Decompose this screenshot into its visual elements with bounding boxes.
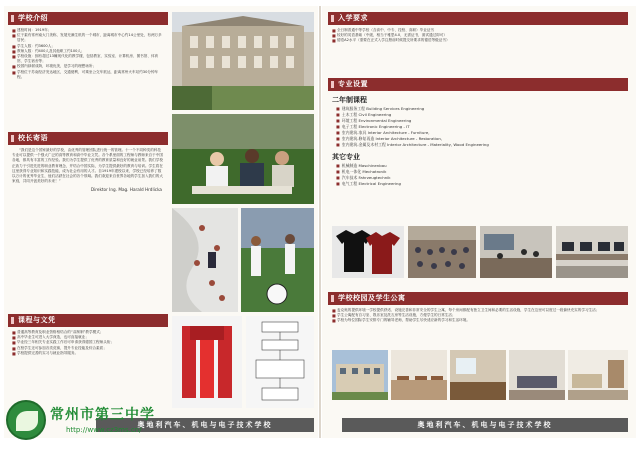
watermark-name: 常州市第三中学 — [50, 407, 155, 423]
other-programs-title: 其它专业 — [332, 153, 360, 161]
list-item-text: 学生公寓配有自习室、娱乐室及洗衣房等生活设施，方便学生的日常生活； — [337, 313, 456, 318]
school-intro-list — [8, 25, 168, 80]
bullet-icon: ■ — [12, 69, 16, 75]
bullet-icon: ■ — [12, 43, 16, 49]
list-item — [12, 70, 164, 80]
lecture-hall-photo — [408, 226, 476, 278]
football-photo — [241, 208, 314, 312]
bullet-icon: ■ — [336, 124, 340, 129]
section-title: 入学要求 — [338, 14, 368, 22]
bullet-icon: ■ — [12, 330, 16, 335]
bullet-icon: ■ — [336, 169, 340, 174]
principal-signature: Direktor Ing. Mag. Harald Hrdlicka — [90, 187, 162, 193]
principal-message-section — [8, 132, 168, 192]
school-logo-icon — [6, 400, 46, 440]
list-item-text: 在校学生还可参加各类竞赛，提升专业技能及综合素质； — [17, 345, 107, 350]
list-item-text: 教师人数：约400人及其他职工约100人； — [17, 48, 85, 53]
list-item-text: 室内建筑-金属及木材工程 Interior Architecture - Materiality, Wood Engineering — [341, 142, 489, 147]
list-item-text: 学校设施：拥有超过13幢现代化的教学楼，包括教室、实验室、计算机房、图书馆、体育馆、学生宿舍等； — [17, 54, 159, 64]
tshirts-photo — [332, 226, 404, 278]
section-header — [328, 292, 628, 305]
section-title: 学校校园及学生公寓 — [338, 294, 406, 302]
list-item-text: 校园内绿树成荫，环境优美，是学习的理想场所； — [17, 64, 97, 69]
school-logo-graphic — [172, 316, 242, 408]
two-year-program-list — [328, 106, 628, 148]
list-item-text: 建校时间：1919年； — [17, 28, 52, 32]
list-item-text: 毕业经三年相关专业实践工作后可申请获得德国工程师头衔； — [17, 340, 115, 345]
watermark-url: http://www.cz3ms.cn/ — [66, 426, 142, 434]
list-item-text: 电气工程 Electrical Engineering — [341, 181, 401, 186]
school-building-photo — [172, 12, 314, 110]
dining-hall-photo — [391, 350, 447, 400]
bullet-icon: ■ — [336, 136, 340, 141]
list-item-text: 位于素有常州南大门美称，发展充满生机的一个城市，距离城市中心约14公里处，有两万多居民； — [17, 33, 162, 43]
principal-message-text: “我们是这个国家最好的学校，由优秀的管理团队进行统一的管理。十一个不同种类的科技专业可以提供一个强大广泛的高等教育和高中毕业文凭。各个系里面的工程师与教师来自于中国各地，都具有丰富的工作经验。我们为学生提供了优秀的教育质量和良好的就业前景。我们学校正致力于引进先进的职业教育理念，并结合中国实际，为学生提供最好的教育与培训。学生将在这里获得专业知识和实践技能，成为社会有用的人才。自1919年建校以来，学校已经培养了数以万计的优秀毕业生，他们活跃在社会的各个领域。我们欢迎来自世界各地的学生加入我们的大家庭，共同开创美好的未来！” — [12, 148, 163, 184]
climbing-wall-photo — [172, 208, 238, 312]
bullet-icon: ■ — [12, 335, 16, 341]
section-header — [8, 314, 168, 327]
list-item-text: 全日制普通中等学校（含高中、中专、技校、高职）毕业证书 — [337, 28, 435, 32]
list-item-text: 土木工程 Civil Engineering — [341, 112, 392, 117]
bullet-icon: ■ — [12, 28, 16, 33]
header-bar-icon — [331, 295, 334, 302]
computer-lab-photo — [556, 226, 628, 278]
courses-section — [8, 314, 168, 356]
bullet-icon: ■ — [12, 345, 16, 351]
right-footer-bar: 奥地利汽车、机电与电子技术学校 — [342, 418, 628, 432]
list-item-text: 建筑服务工程 Building Services Engineering — [341, 106, 425, 111]
section-header — [328, 12, 628, 25]
list-item-text: 机械制造 Maschinenbau — [341, 163, 387, 168]
admission-section — [328, 12, 628, 44]
courses-list — [8, 327, 168, 356]
header-bar-icon — [11, 317, 14, 324]
list-item-text: 学生人数：约3600人； — [17, 43, 55, 48]
bullet-icon: ■ — [12, 54, 16, 60]
bullet-icon: ■ — [336, 130, 340, 135]
bullet-icon: ■ — [332, 308, 336, 313]
page-fold — [319, 6, 321, 438]
list-item-text: 电子工程 Electronic Engineering - IT — [341, 124, 410, 129]
list-item-text: 普通高等教育及职业资格相结合的“双制制”教学模式； — [17, 330, 104, 334]
header-bar-icon — [331, 81, 334, 88]
bullet-icon: ■ — [12, 48, 16, 54]
list-item — [12, 351, 164, 356]
study-room-photo — [450, 350, 506, 400]
bullet-icon: ■ — [336, 181, 340, 186]
bullet-icon: ■ — [332, 28, 336, 33]
section-header — [8, 132, 168, 145]
bullet-icon: ■ — [12, 33, 16, 39]
watermark — [6, 398, 156, 448]
campus-section — [328, 292, 628, 324]
list-item-text: 汽车技术 Fahrzeugtechnik — [341, 175, 391, 180]
bullet-icon: ■ — [336, 175, 340, 180]
list-item-text: 学校为每位国际学生安排专门的辅导老师，帮助学生尽快适应新的学习和生活环境。 — [337, 318, 470, 323]
list-item-text: 室内建筑-家具 Interior Architecture - Furniture, — [341, 130, 430, 135]
admission-list — [328, 25, 628, 44]
dorm-exterior-photo — [332, 350, 388, 400]
list-item — [12, 33, 164, 43]
bullet-icon: ■ — [336, 118, 340, 123]
list-item-text: 机电一体化 Mechatronik — [341, 169, 387, 174]
two-year-title: 二年制课程 — [332, 96, 367, 104]
list-item-text: 环境工程 Environmental Engineering — [341, 118, 412, 123]
bullet-icon: ■ — [12, 340, 16, 346]
students-on-lawn-photo — [172, 114, 314, 204]
list-item-text: 麦克奥的提供环境一学校提供舒适、设施完善和非常安全的学生公寓，每个房间都配有独立卫生间和必要的生活设施，学生在这里可以度过一段愉快充实的学习生活； — [337, 308, 600, 312]
right-page — [322, 6, 636, 438]
left-footer-bar: 奥地利汽车、机电与电子技术学校 — [96, 418, 314, 432]
list-item — [328, 181, 628, 187]
bullet-icon: ■ — [332, 318, 336, 324]
list-item-text: 德语A2水平（需要在正式入学注册前时候提交所要求的德语等级证书） — [337, 38, 450, 43]
campus-list — [328, 305, 628, 324]
left-page — [4, 6, 318, 438]
programs-section — [328, 78, 628, 187]
bullet-icon: ■ — [336, 112, 340, 117]
header-bar-icon — [331, 15, 334, 22]
bullet-icon: ■ — [336, 163, 340, 168]
section-title: 学校介绍 — [18, 14, 48, 22]
other-program-list — [328, 163, 628, 187]
classroom-photo — [480, 226, 552, 278]
list-item-text: 学校位于苏南经济发达地区，交通便利，可乘坐公交车抵达，距离常州火车站约30分钟车程。 — [17, 69, 159, 79]
bullet-icon: ■ — [332, 33, 336, 39]
bullet-icon: ■ — [336, 142, 340, 147]
section-header — [328, 78, 628, 91]
list-item-text: 学校提供完善的实习与就业指导服务。 — [17, 350, 79, 355]
list-item — [332, 38, 624, 43]
header-bar-icon — [11, 135, 14, 142]
dorm-room-photo — [568, 350, 628, 400]
bullet-icon: ■ — [12, 350, 16, 356]
list-item — [332, 318, 624, 323]
bullet-icon: ■ — [336, 106, 340, 111]
bullet-icon: ■ — [332, 313, 336, 319]
list-item-text: 较好的英语基础（中级，相当于雅思4.0，无需证书，面试通过即可） — [337, 33, 447, 38]
list-item-text: 高中毕业生可进入大学深造，也可直接就业； — [17, 335, 89, 340]
school-intro-section — [8, 12, 168, 80]
education-system-diagram — [246, 316, 314, 408]
section-header — [8, 12, 168, 25]
lounge-photo — [509, 350, 565, 400]
header-bar-icon — [11, 15, 14, 22]
bullet-icon: ■ — [12, 64, 16, 70]
bullet-icon: ■ — [332, 38, 336, 44]
list-item-text: 室内建筑-修复再造 Interior Architecture - Restoration, — [341, 136, 443, 141]
section-title: 课程与文凭 — [18, 316, 56, 324]
list-item — [12, 54, 164, 64]
section-title: 专业设置 — [338, 80, 368, 88]
section-title: 校长寄语 — [18, 134, 48, 142]
